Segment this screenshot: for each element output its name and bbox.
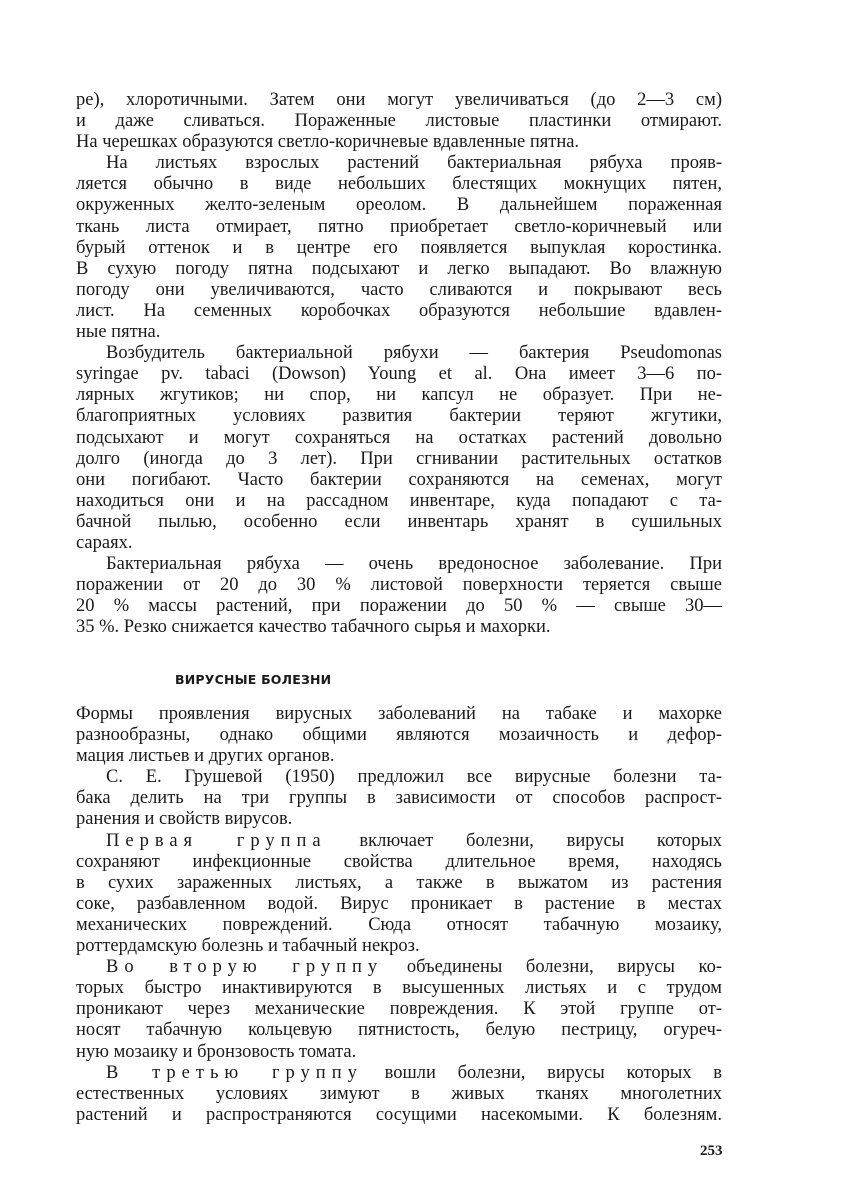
text-line: Возбудитель бактериальной рябухи — бактерия Pseudomonas xyxy=(106,343,722,364)
text-line: ре), хлоротичными. Затем они могут увеличиваться (до 2—3 см) xyxy=(76,90,722,110)
text-line: В сухую погоду пятна подсыхают и легко выпадают. Во влажную xyxy=(76,258,722,279)
text-line: бака делить на три группы в зависимости от способов распрост- xyxy=(76,788,722,809)
emphasized-text: В третью группу xyxy=(106,1062,363,1083)
section-viral-text xyxy=(76,704,722,1126)
text-line: роттердамскую болезнь и табачный некроз. xyxy=(76,936,420,957)
text-line: ляется обычно в виде небольших блестящих мокнущих пятен, xyxy=(76,174,722,195)
text-span: включает болезни, вирусы которых xyxy=(326,830,722,851)
text-line: сохраняют инфекционные свойства длительное время, находясь xyxy=(76,851,722,872)
text-span: объединены болезни, вирусы ко- xyxy=(383,957,722,978)
text-line: соке, разбавленном водой. Вирус проникает в растение в местах xyxy=(76,893,722,914)
text-line: механических повреждений. Сюда относят табачную мозаику, xyxy=(76,914,722,935)
paragraph xyxy=(76,957,722,1062)
text-line xyxy=(76,1063,722,1084)
text-line: проникают через механические повреждения. К этой группе от- xyxy=(76,999,722,1020)
text-line: мация листьев и других органов. xyxy=(76,746,335,767)
text-line: и даже сливаться. Пораженные листовые пластинки отмирают. xyxy=(76,111,722,132)
text-line: 35 %. Резко снижается качество табачного сырья и махорки. xyxy=(76,617,551,638)
text-line xyxy=(76,957,722,978)
text-line: растений и распространяются сосущими насекомыми. К болезням. xyxy=(76,1104,722,1125)
text-line: бурый оттенок и в центре его появляется выпуклая коростинка. xyxy=(76,237,722,258)
paragraph xyxy=(76,831,722,958)
text-line: ткань листа отмирает, пятно приобретает светло-коричневый или xyxy=(76,216,722,237)
section-heading: ВИРУСНЫЕ БОЛЕЗНИ xyxy=(175,672,332,687)
text-line: они погибают. Часто бактерии сохраняются на семенах, могут xyxy=(76,469,722,490)
text-line: ную мозаику и бронзовость томата. xyxy=(76,1041,357,1062)
paragraph xyxy=(76,90,722,153)
paragraph xyxy=(76,554,722,638)
page-number: 253 xyxy=(700,1143,723,1159)
text-line: С. Е. Грушевой (1950) предложил все вирусные болезни та- xyxy=(106,767,722,788)
text-line: в сухих зараженных листьях, а также в выжатом из растения xyxy=(76,872,722,893)
text-line: бачной пылью, особенно если инвентарь хранят в сушильных xyxy=(76,511,722,532)
paragraph xyxy=(76,1063,722,1126)
text-line: естественных условиях зимуют в живых тканях многолетних xyxy=(76,1083,722,1104)
text-line: подсыхают и могут сохраняться на остатках растений довольно xyxy=(76,427,722,448)
text-line: торых быстро инактивируются в высушенных листьях и с трудом xyxy=(76,978,722,999)
text-line: 20 % массы растений, при поражении до 50 % — свыше 30— xyxy=(76,596,722,617)
text-line: ранения и свойств вирусов. xyxy=(76,809,293,830)
text-line: носят табачную кольцевую пятнистость, белую пестрицу, огуреч- xyxy=(76,1020,722,1041)
section-bacterial-text xyxy=(76,90,722,638)
text-span: вошли болезни, вирусы которых в xyxy=(362,1062,722,1083)
paragraph xyxy=(76,767,722,830)
emphasized-text: Первая группа xyxy=(106,830,327,851)
text-line xyxy=(76,831,722,852)
text-line: благоприятных условиях развития бактерии теряют жгутики, xyxy=(76,406,722,427)
text-line: окруженных желто-зеленым ореолом. В дальнейшем пораженная xyxy=(76,195,722,216)
text-line: На черешках образуются светло-коричневые вдавленные пятна. xyxy=(76,132,580,153)
emphasized-text: Во вторую группу xyxy=(106,957,384,978)
text-line: лярных жгутиков; ни спор, ни капсул не образует. При не- xyxy=(76,385,722,406)
text-line: разнообразны, однако общими являются мозаичность и дефор- xyxy=(76,725,722,746)
paragraph xyxy=(76,343,722,554)
text-line: сараях. xyxy=(76,532,133,553)
text-line: лист. На семенных коробочках образуются небольшие вдавлен- xyxy=(76,300,722,321)
text-line: Бактериальная рябуха — очень вредоносное заболевание. При xyxy=(106,554,722,575)
paragraph xyxy=(76,704,722,767)
text-line: ные пятна. xyxy=(76,322,161,343)
paragraph xyxy=(76,153,722,343)
text-line: syringae pv. tabaci (Dowson) Young et al. Она имеет 3—6 по- xyxy=(76,364,722,385)
text-line: долго (иногда до 3 лет). При сгнивании растительных остатков xyxy=(76,448,722,469)
text-line: поражении от 20 до 30 % листовой поверхности теряется свыше xyxy=(76,575,722,596)
text-line: Формы проявления вирусных заболеваний на табаке и махорке xyxy=(76,704,722,724)
text-line: На листьях взрослых растений бактериальная рябуха прояв- xyxy=(106,153,722,174)
text-line: погоду они увеличиваются, часто сливаются и покрывают весь xyxy=(76,279,722,300)
text-line: находиться они и на рассадном инвентаре, куда попадают с та- xyxy=(76,490,722,511)
